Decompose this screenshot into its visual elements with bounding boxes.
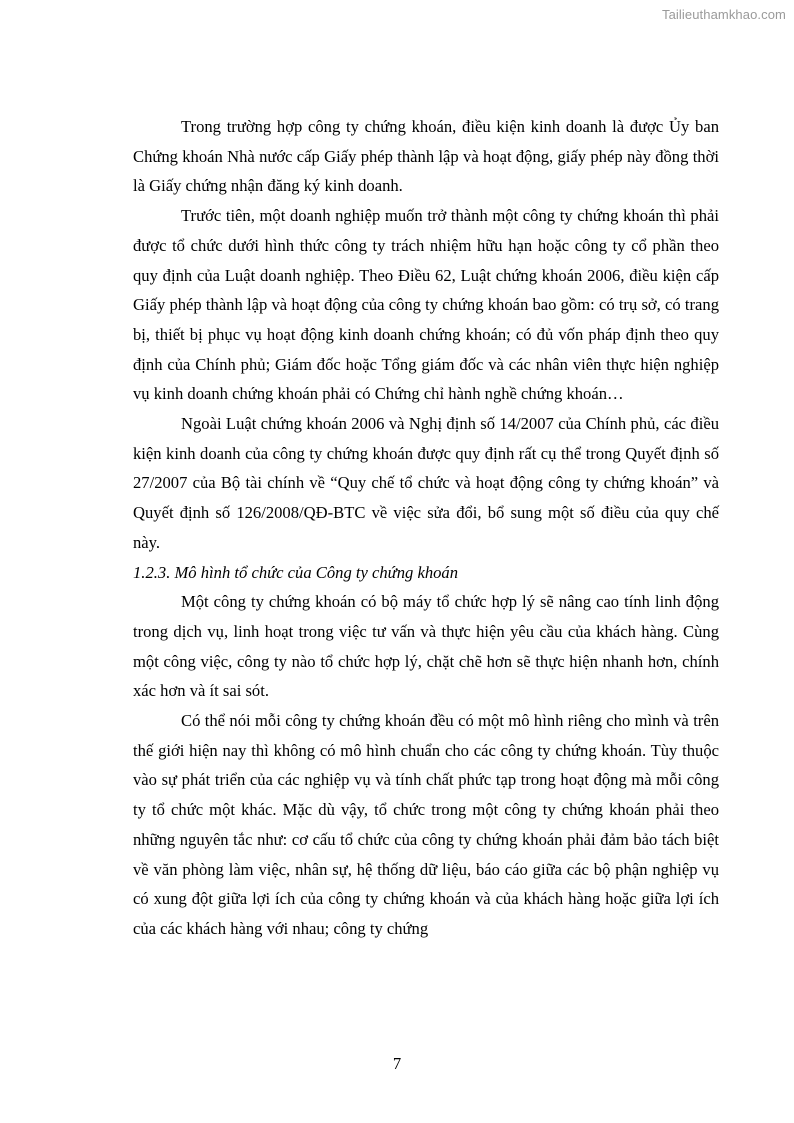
paragraph: Có thể nói mỗi công ty chứng khoán đều có một mô hình riêng cho mình và trên thế giới hiện nay thì không có mô hình chuẩn cho các công ty chứng khoán. Tùy thuộc vào sự phát triển của các nghiệp vụ và tính chất phức tạp trong hoạt động mà mỗi công ty tổ chức một khác. Mặc dù vậy, tổ chức trong một công ty chứng khoán phải theo những nguyên tắc như: cơ cấu tổ chức của công ty chứng khoán phải đảm bảo tách biệt về văn phòng làm việc, nhân sự, hệ thống dữ liệu, báo cáo giữa các bộ phận nghiệp vụ có xung đột giữa lợi ích của công ty chứng khoán và của khách hàng hoặc giữa lợi ích của các khách hàng với nhau; công ty chứng: [133, 711, 719, 938]
section-heading: 1.2.3. Mô hình tổ chức của Công ty chứng khoán: [133, 562, 459, 582]
watermark-text: Tailieuthamkhao.com: [661, 7, 786, 22]
paragraph: Trong trường hợp công ty chứng khoán, điều kiện kinh doanh là được Ủy ban Chứng khoán Nhà nước cấp Giấy phép thành lập và hoạt động, giấy phép này đồng thời là Giấy chứng nhận đăng ký kinh doanh.: [133, 117, 719, 196]
paragraph: Một công ty chứng khoán có bộ máy tổ chức hợp lý sẽ nâng cao tính linh động trong dịch vụ, linh hoạt trong việc tư vấn và thực hiện yêu cầu của khách hàng. Cùng một công việc, công ty nào tổ chức hợp lý, chặt chẽ hơn sẽ thực hiện nhanh hơn, chính xác hơn và ít sai sót.: [133, 592, 719, 701]
paragraph: Ngoài Luật chứng khoán 2006 và Nghị định số 14/2007 của Chính phủ, các điều kiện kinh doanh của công ty chứng khoán được quy định rất cụ thể trong Quyết định số 27/2007 của Bộ tài chính về “Quy chế tổ chức và hoạt động công ty chứng khoán” và Quyết định số 126/2008/QĐ-BTC về việc sửa đổi, bổ sung một số điều của quy chế này.: [133, 414, 719, 552]
paragraph: Trước tiên, một doanh nghiệp muốn trở thành một công ty chứng khoán thì phải được tổ chức dưới hình thức công ty trách nhiệm hữu hạn hoặc công ty cổ phần theo quy định của Luật doanh nghiệp. Theo Điều 62, Luật chứng khoán 2006, điều kiện cấp Giấy phép thành lập và hoạt động của công ty chứng khoán bao gồm: có trụ sở, có trang bị, thiết bị phục vụ hoạt động kinh doanh chứng khoán; có đủ vốn pháp định theo quy định của Chính phủ; Giám đốc hoặc Tổng giám đốc và các nhân viên thực hiện nghiệp vụ kinh doanh chứng khoán phải có Chứng chỉ hành nghề chứng khoán…: [133, 206, 719, 404]
page-number: 7: [392, 1054, 402, 1073]
document-body: [133, 112, 719, 944]
